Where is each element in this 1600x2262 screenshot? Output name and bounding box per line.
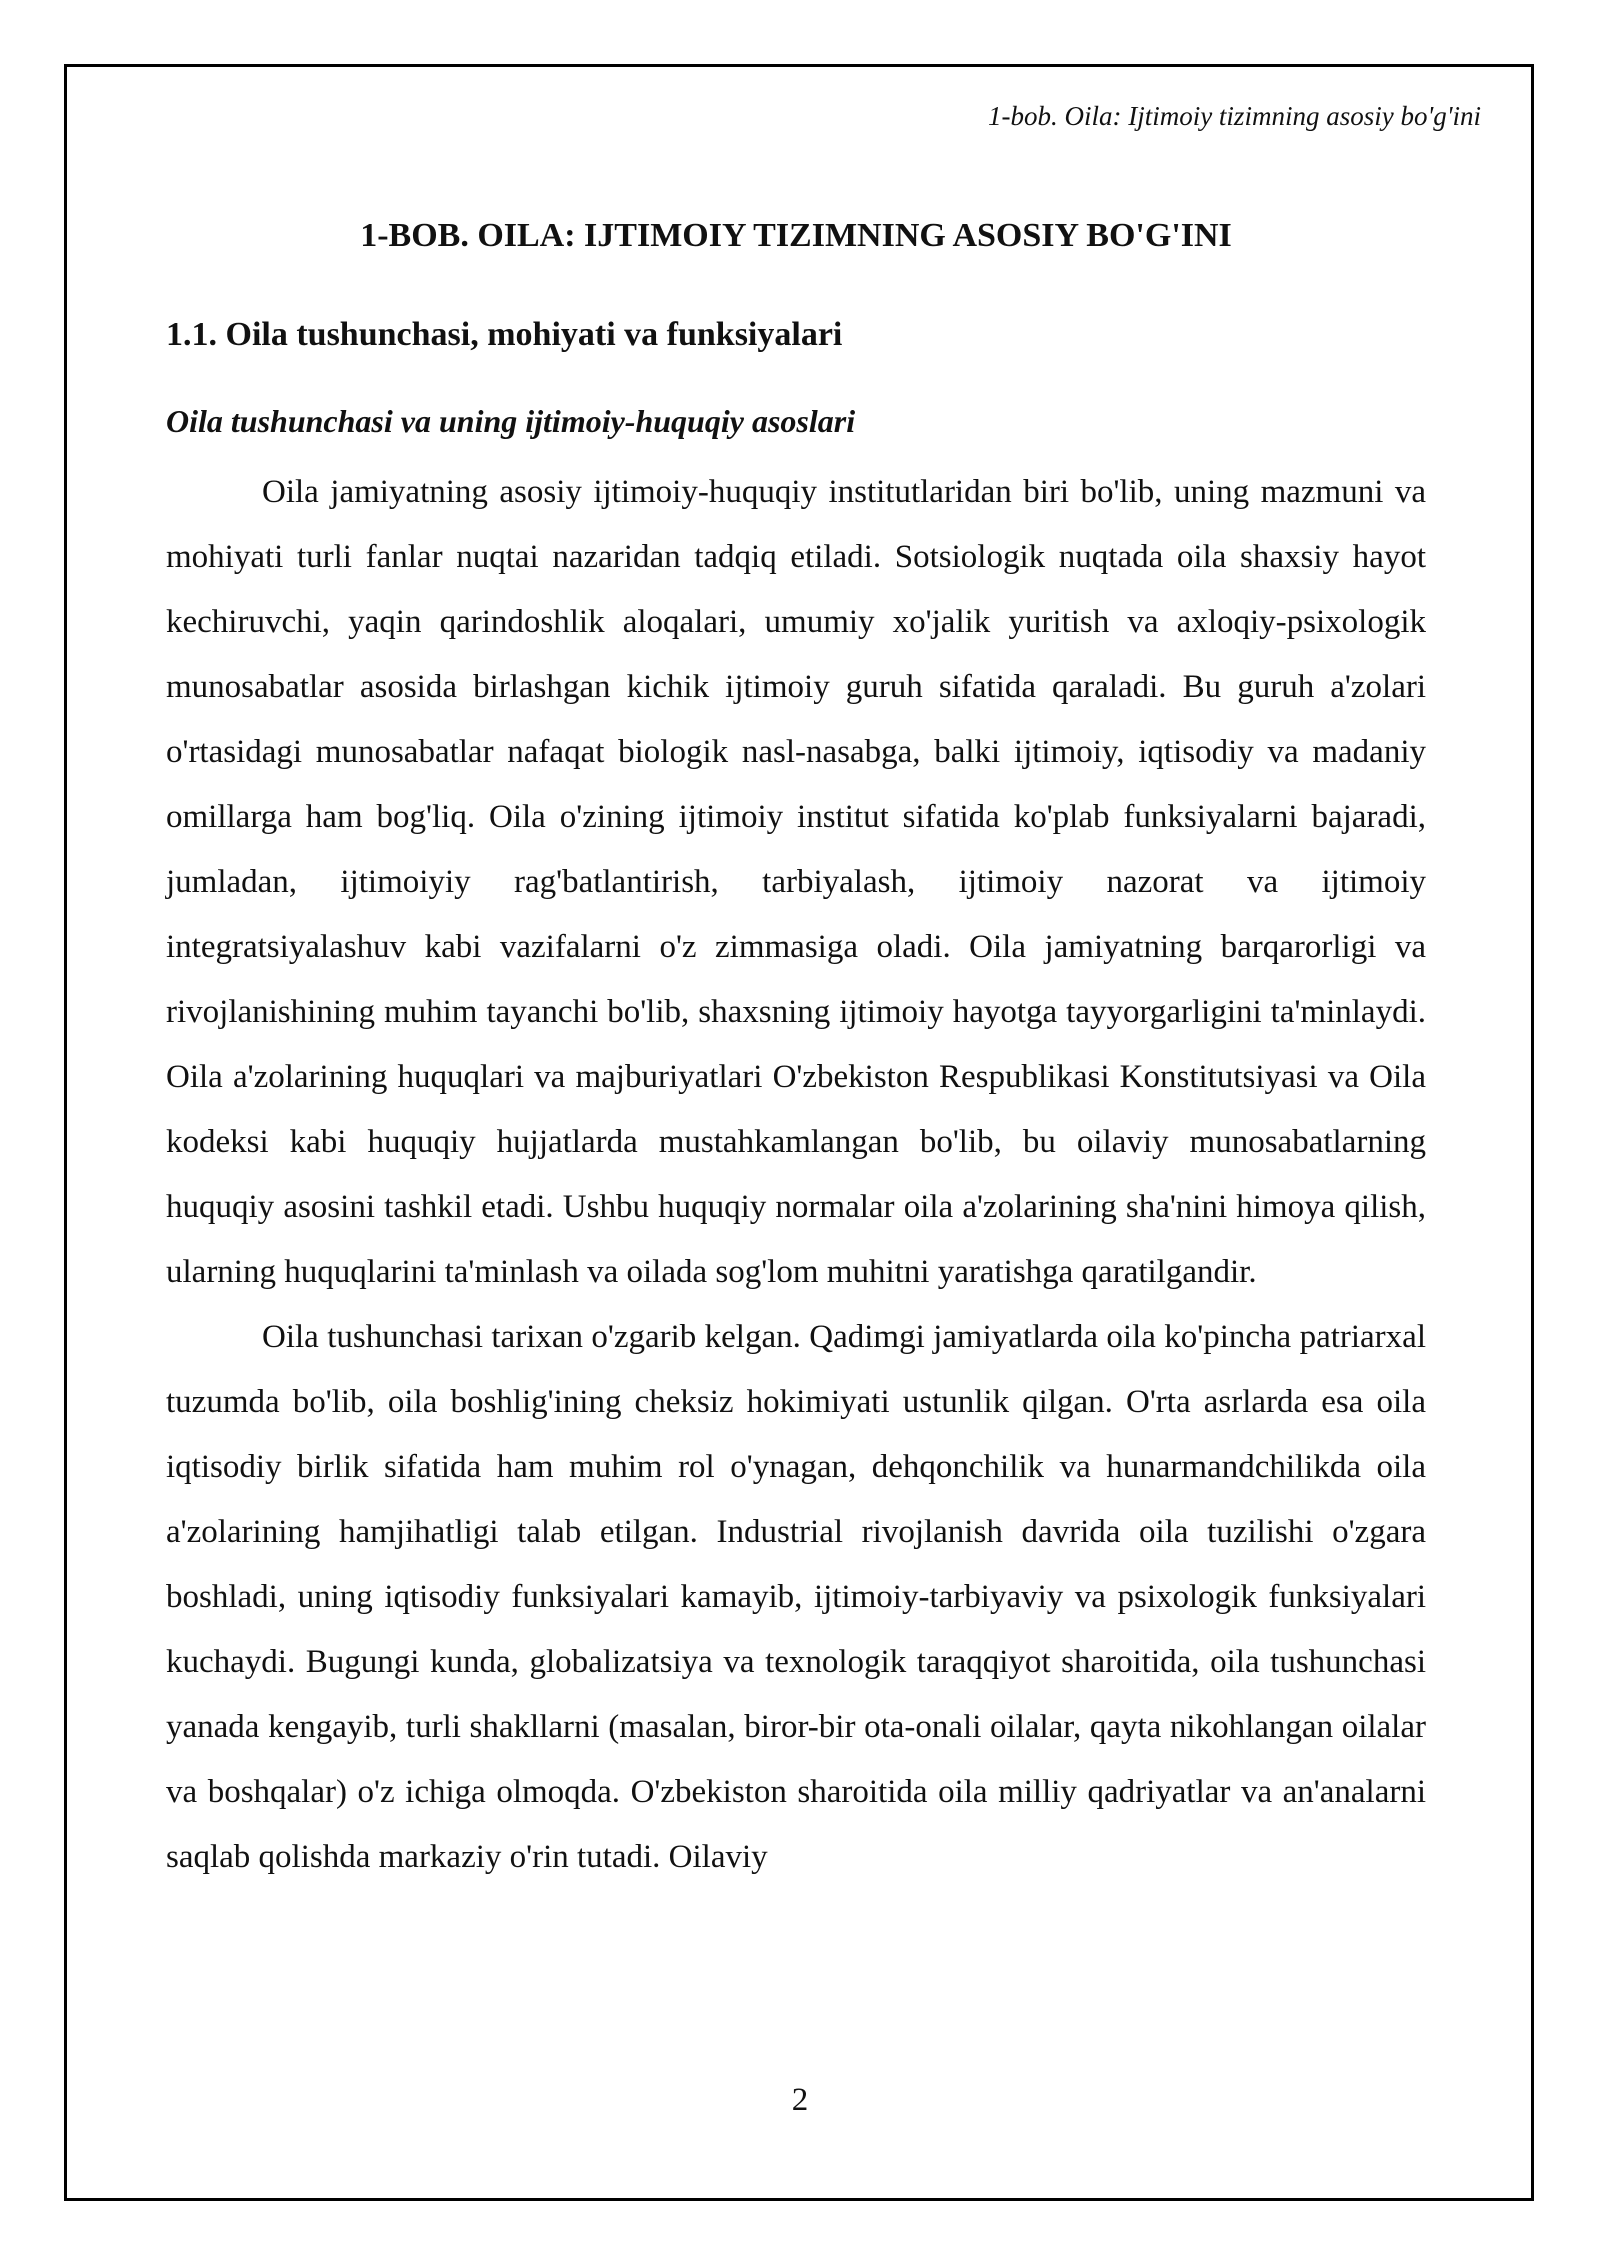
document-content bbox=[166, 140, 1426, 1890]
body-paragraph-1: Oila jamiyatning asosiy ijtimoiy-huquqiy institutlaridan biri bo'lib, uning mazmuni va mohiyati turli fanlar nuqtai nazaridan tadqiq etiladi. Sotsiologik nuqtada oila shaxsiy hayot kechiruvchi, yaqin qarindoshlik aloqalari, umumiy xo'jalik yuritish va axloqiy-psixologik munosabatlar asosida birlashgan kichik ijtimoiy guruh sifatida qaraladi. Bu guruh a'zolari o'rtasidagi munosabatlar nafaqat biologik nasl-nasabga, balki ijtimoiy, iqtisodiy va madaniy omillarga ham bog'liq. Oila o'zining ijtimoiy institut sifatida ko'plab funksiyalarni bajaradi, jumladan, ijtimoiyiy rag'batlantirish, tarbiyalash, ijtimoiy nazorat va ijtimoiy integratsiyalashuv kabi vazifalarni o'z zimmasiga oladi. Oila jamiyatning barqarorligi va rivojlanishining muhim tayanchi bo'lib, shaxsning ijtimoiy hayotga tayyorgarligini ta'minlaydi. Oila a'zolarining huquqlari va majburiyatlari O'zbekiston Respublikasi Konstitutsiyasi va Oila kodeksi kabi huquqiy hujjatlarda mustahkamlangan bo'lib, bu oilaviy munosabatlarning huquqiy asosini tashkil etadi. Ushbu huquqiy normalar oila a'zolarining sha'nini himoya qilish, ularning huquqlarini ta'minlash va oilada sog'lom muhitni yaratishga qaratilgandir. bbox=[166, 473, 1426, 1290]
subsection-title: Oila tushunchasi va uning ijtimoiy-huquqiy asoslari bbox=[166, 402, 856, 439]
chapter-title: 1-BOB. OILA: IJTIMOIY TIZIMNING ASOSIY BO'G'INI bbox=[360, 217, 1232, 254]
running-header: 1-bob. Oila: Ijtimoiy tizimning asosiy bo'g'ini bbox=[987, 101, 1481, 131]
body-paragraph-2: Oila tushunchasi tarixan o'zgarib kelgan. Qadimgi jamiyatlarda oila ko'pincha patriarxal tuzumda bo'lib, oila boshlig'ining cheksiz hokimiyati ustunlik qilgan. O'rta asrlarda esa oila iqtisodiy birlik sifatida ham muhim rol o'ynagan, dehqonchilik va hunarmandchilikda oila a'zolarining hamjihatligi talab etilgan. Industrial rivojlanish davrida oila tuzilishi o'zgara boshladi, uning iqtisodiy funksiyalari kamayib, ijtimoiy-tarbiyaviy va psixologik funksiyalari kuchaydi. Bugungi kunda, globalizatsiya va texnologik taraqqiyot sharoitida, oila tushunchasi yanada kengayib, turli shakllarni (masalan, biror-bir ota-onali oilalar, qayta nikohlangan oilalar va boshqalar) o'z ichiga olmoqda. O'zbekiston sharoitida oila milliy qadriyatlar va an'analarni saqlab qolishda markaziy o'rin tutadi. Oilaviy bbox=[166, 1318, 1426, 1875]
section-title: 1.1. Oila tushunchasi, mohiyati va funksiyalari bbox=[166, 315, 843, 353]
page-number: 2 bbox=[791, 2082, 809, 2118]
